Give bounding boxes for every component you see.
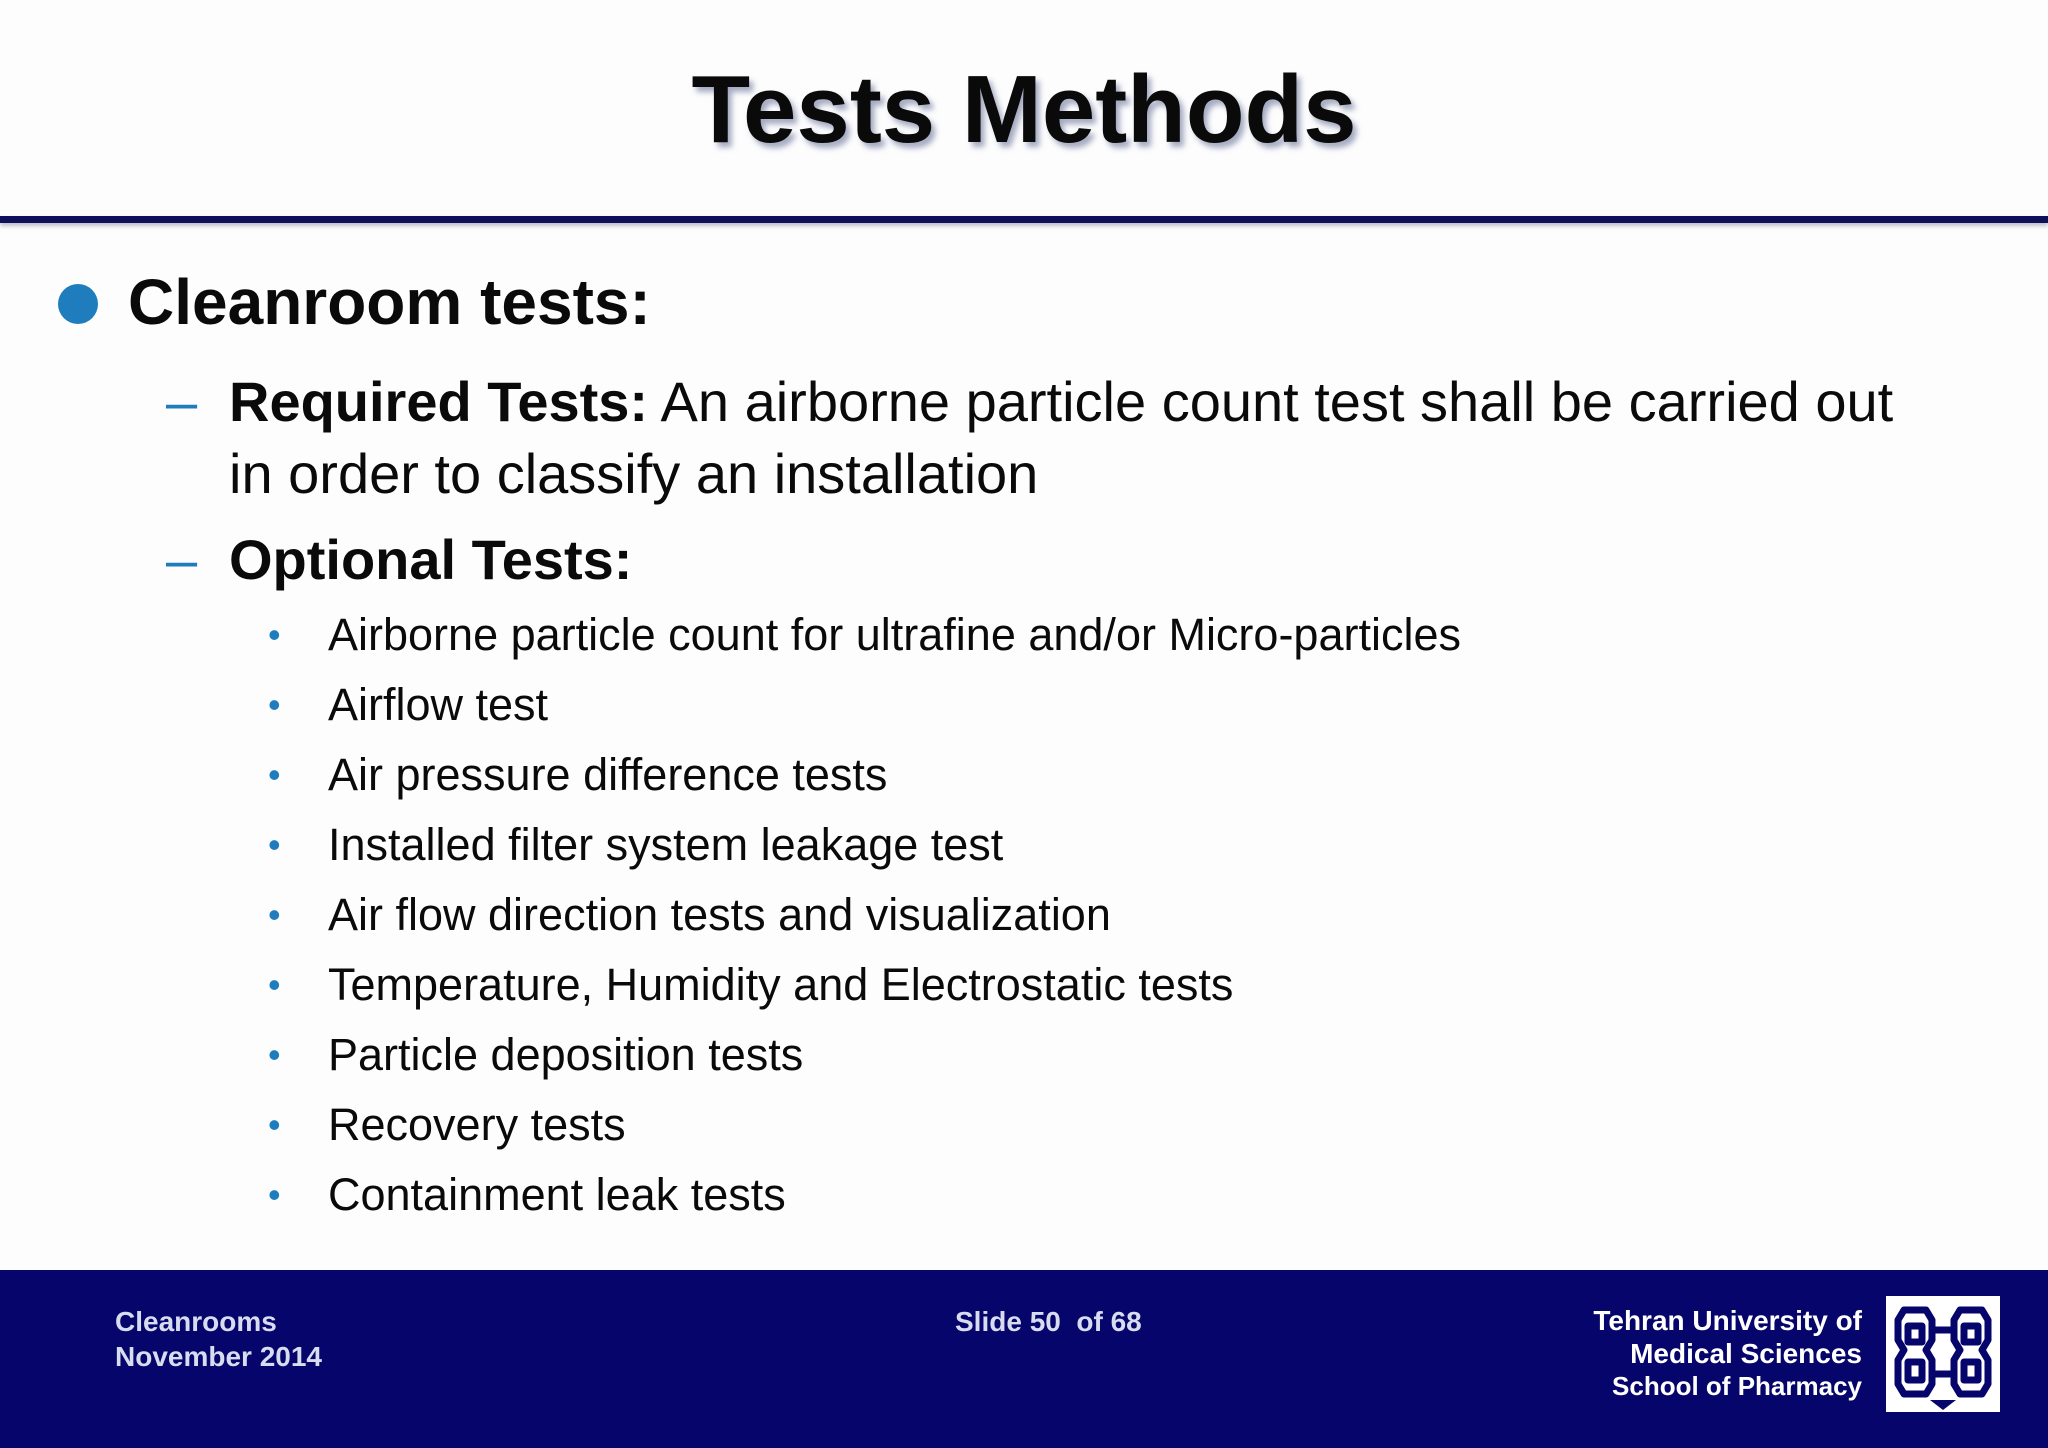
section-heading: Cleanroom tests: (128, 266, 651, 338)
institution-line1: Tehran University of (1593, 1305, 1862, 1336)
optional-test-label: Temperature, Humidity and Electrostatic tests (328, 959, 1234, 1010)
required-tests-body (229, 366, 1996, 510)
dot-bullet-icon: • (268, 1174, 281, 1215)
circle-bullet-icon (58, 284, 98, 324)
optional-test-item (268, 886, 1111, 944)
footer-slide-number: Slide 50 of 68 (955, 1306, 1142, 1337)
dot-bullet-icon: • (268, 964, 281, 1005)
optional-tests-label: Optional Tests: (229, 528, 633, 591)
optional-test-label: Recovery tests (328, 1099, 626, 1150)
dot-bullet-icon: • (268, 754, 281, 795)
slide-title: Tests Methods (691, 56, 1357, 163)
required-tests-item (166, 366, 1996, 510)
title-divider (0, 216, 2048, 223)
optional-test-item (268, 1026, 803, 1084)
dot-bullet-icon: • (268, 614, 281, 655)
required-tests-text-line2: in order to classify an installation (229, 442, 1039, 505)
optional-test-label: Installed filter system leakage test (328, 819, 1004, 870)
optional-test-label: Airflow test (328, 679, 549, 730)
optional-test-label: Airborne particle count for ultrafine and/or Micro-particles (328, 609, 1461, 660)
required-tests-label: Required Tests (229, 370, 630, 433)
optional-test-item (268, 606, 1461, 664)
required-tests-text-line1: An airborne particle count test shall be carried out (648, 370, 1894, 433)
dot-bullet-icon: • (268, 1104, 281, 1145)
footer-date: November 2014 (115, 1341, 323, 1372)
footer-institution (1593, 1304, 1862, 1403)
optional-tests-item (166, 524, 1996, 596)
institution-line2: Medical Sciences (1630, 1338, 1862, 1369)
university-logo-icon (1886, 1296, 2000, 1412)
dot-bullet-icon: • (268, 824, 281, 865)
optional-test-label: Particle deposition tests (328, 1029, 804, 1080)
dash-bullet-icon: – (166, 528, 198, 591)
dot-bullet-icon: • (268, 684, 281, 725)
footer-course-info (115, 1304, 322, 1374)
optional-test-item (268, 1166, 786, 1224)
dot-bullet-icon: • (268, 894, 281, 935)
dot-bullet-icon: • (268, 1034, 281, 1075)
dash-bullet-icon: – (166, 370, 198, 433)
required-tests-colon: : (629, 370, 649, 433)
optional-test-item (268, 1096, 626, 1154)
optional-test-label: Air flow direction tests and visualization (328, 889, 1111, 940)
footer-course: Cleanrooms (115, 1306, 277, 1337)
optional-test-label: Air pressure difference tests (328, 749, 888, 800)
optional-test-item (268, 676, 548, 734)
section-heading-row (58, 262, 651, 342)
optional-test-item (268, 746, 887, 804)
optional-test-item (268, 956, 1233, 1014)
optional-test-label: Containment leak tests (328, 1169, 786, 1220)
optional-test-item (268, 816, 1003, 874)
institution-line3: School of Pharmacy (1612, 1371, 1862, 1401)
footer-bar (0, 1270, 2048, 1448)
